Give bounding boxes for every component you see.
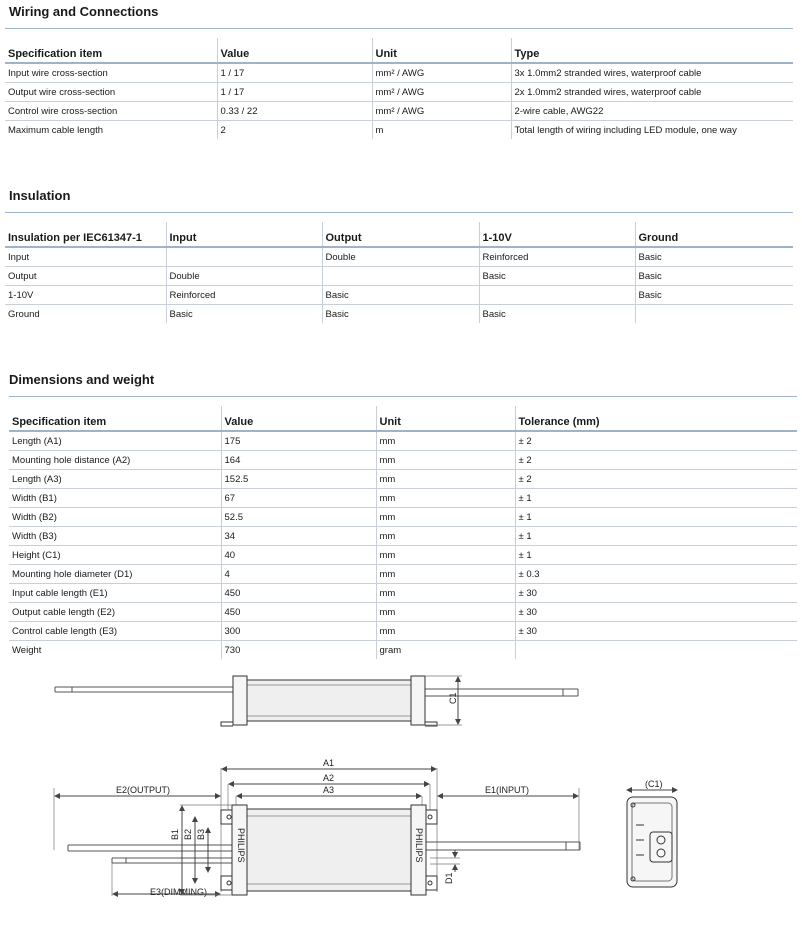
table-cell: 730: [221, 641, 376, 660]
table-cell: mm: [376, 431, 515, 451]
side-endcap-left: [233, 676, 247, 725]
table-row: [9, 470, 797, 489]
table-cell: Reinforced: [166, 286, 322, 305]
table-cell: Double: [322, 247, 479, 267]
table-row: [5, 247, 793, 267]
table-cell: Length (A1): [9, 431, 221, 451]
table-cell: Maximum cable length: [8, 124, 104, 136]
table-cell: [166, 247, 322, 267]
col-header-insulation: Insulation per IEC61347-1: [5, 222, 166, 247]
table-cell: Output: [5, 267, 166, 286]
table-row: [5, 83, 793, 102]
table-row: [9, 622, 797, 641]
table-cell: 0.33 / 22: [217, 102, 372, 121]
dimensions-title-rule: [9, 396, 797, 397]
wiring-section-title: Wiring and Connections: [9, 4, 159, 19]
table-cell: [635, 305, 793, 324]
table-cell: mm: [376, 451, 515, 470]
table-cell: ± 1: [515, 527, 797, 546]
table-cell: mm: [376, 622, 515, 641]
table-cell: 3x 1.0mm2 stranded wires, waterproof cable: [511, 63, 793, 83]
table-row: [9, 565, 797, 584]
table-cell: 175: [221, 431, 376, 451]
table-cell: mm² / AWG: [372, 102, 511, 121]
table-cell: Ground: [8, 308, 40, 320]
table-cell: Length (A3): [9, 470, 221, 489]
col-header-unit: Unit: [372, 38, 511, 63]
table-cell: ± 0.3: [515, 565, 797, 584]
table-cell: 40: [221, 546, 376, 565]
table-cell: Basic: [479, 305, 635, 324]
wiring-title-rule: [5, 28, 793, 29]
c1-label: C1: [448, 692, 458, 704]
side-body: [246, 680, 412, 721]
dimensions-section-title: Dimensions and weight: [9, 372, 155, 387]
table-cell: 450: [221, 603, 376, 622]
table-cell: mm: [376, 546, 515, 565]
wiring-table-header-row: [5, 38, 793, 63]
table-cell: Input wire cross-section: [5, 63, 217, 83]
table-cell: ± 1: [515, 508, 797, 527]
a3-label: A3: [323, 785, 335, 795]
table-cell: Basic: [479, 267, 635, 286]
col-header-ground: Ground: [635, 222, 793, 247]
table-row: [9, 489, 797, 508]
end-body: [627, 797, 677, 887]
table-cell: m: [372, 121, 511, 140]
table-cell: 2-wire cable, AWG22: [511, 102, 793, 121]
table-cell: Output wire cross-section: [5, 83, 217, 102]
table-cell: gram: [376, 641, 515, 660]
table-row: [9, 546, 797, 565]
table-cell: mm: [376, 508, 515, 527]
insulation-table: [5, 222, 793, 323]
insulation-table-header-row: [5, 222, 793, 247]
table-row: [5, 63, 793, 83]
dimensions-table: [9, 406, 797, 659]
table-cell: Total length of wiring including LED module, one way: [511, 121, 793, 140]
col-header-spec-item: Specification item: [9, 406, 221, 431]
table-cell: 1 / 17: [217, 63, 372, 83]
col-header-output: Output: [322, 222, 479, 247]
table-cell: Basic: [322, 286, 479, 305]
table-row: [5, 305, 793, 324]
table-cell: Width (B3): [9, 527, 221, 546]
table-cell: Control cable length (E3): [9, 622, 221, 641]
table-row: [5, 267, 793, 286]
table-cell: Width (B2): [9, 508, 221, 527]
table-cell: 67: [221, 489, 376, 508]
table-row: [9, 603, 797, 622]
brand-logo-right: PHILIPS: [414, 828, 424, 863]
table-cell: Basic: [322, 305, 479, 324]
table-cell: mm: [376, 565, 515, 584]
table-cell: Mounting hole diameter (D1): [9, 565, 221, 584]
table-row: [9, 451, 797, 470]
brand-logo-left: PHILIPS: [236, 828, 246, 863]
table-cell: Double: [166, 267, 322, 286]
table-cell: mm: [376, 527, 515, 546]
table-cell: Basic: [635, 247, 793, 267]
table-row: [9, 431, 797, 451]
table-cell: [515, 641, 797, 660]
table-cell: ± 2: [515, 451, 797, 470]
table-cell: 164: [221, 451, 376, 470]
table-cell: Output cable length (E2): [9, 603, 221, 622]
col-header-unit: Unit: [376, 406, 515, 431]
col-header-spec-item: Specification item: [5, 38, 217, 63]
table-cell: 52.5: [221, 508, 376, 527]
table-cell: Width (B1): [9, 489, 221, 508]
table-cell: 2: [217, 121, 372, 140]
b2-label: B2: [183, 828, 193, 840]
e3-label: E3(DIMMING): [150, 887, 207, 897]
table-cell: 1-10V: [5, 286, 166, 305]
table-cell: Mounting hole distance (A2): [9, 451, 221, 470]
e1-label: E1(INPUT): [485, 785, 530, 795]
a2-label: A2: [323, 773, 335, 783]
dimensions-table-header-row: [9, 406, 797, 431]
col-header-input: Input: [166, 222, 322, 247]
d1-label: D1: [444, 872, 454, 884]
col-header-type: Type: [511, 38, 793, 63]
end-view: [627, 779, 677, 887]
table-cell: Weight: [12, 644, 42, 656]
table-row: [9, 527, 797, 546]
table-cell: mm: [376, 489, 515, 508]
table-cell: mm: [376, 470, 515, 489]
table-cell: 34: [221, 527, 376, 546]
table-cell: ± 1: [515, 546, 797, 565]
wiring-table: [5, 38, 793, 139]
table-cell: mm: [376, 603, 515, 622]
table-cell: [479, 286, 635, 305]
table-cell: Control wire cross-section: [5, 102, 217, 121]
b3-label: B3: [196, 828, 206, 840]
table-cell: Height (C1): [9, 546, 221, 565]
a1-label: A1: [323, 758, 335, 768]
table-cell: mm² / AWG: [372, 83, 511, 102]
table-cell: ± 30: [515, 584, 797, 603]
table-cell: Input cable length (E1): [9, 584, 221, 603]
table-cell: Basic: [166, 305, 322, 324]
table-cell: ± 30: [515, 603, 797, 622]
table-row: [9, 508, 797, 527]
insulation-section-title: Insulation: [9, 188, 71, 203]
table-row: [9, 584, 797, 603]
c1-end-label: (C1): [645, 779, 663, 789]
table-cell: ± 1: [515, 489, 797, 508]
table-cell: 1 / 17: [217, 83, 372, 102]
top-view: [54, 758, 580, 897]
table-cell: 450: [221, 584, 376, 603]
table-cell: [322, 267, 479, 286]
e2-label: E2(OUTPUT): [116, 785, 170, 795]
dimension-drawing: [0, 660, 802, 931]
insulation-title-rule: [5, 212, 793, 213]
table-cell: Reinforced: [479, 247, 635, 267]
table-cell: 152.5: [221, 470, 376, 489]
side-view: [55, 676, 578, 726]
table-cell: 300: [221, 622, 376, 641]
col-header-value: Value: [221, 406, 376, 431]
table-cell: ± 30: [515, 622, 797, 641]
table-cell: mm² / AWG: [372, 63, 511, 83]
table-cell: ± 2: [515, 470, 797, 489]
top-body: [246, 809, 412, 891]
col-header-tolerance: Tolerance (mm): [515, 406, 797, 431]
table-cell: ± 2: [515, 431, 797, 451]
b1-label: B1: [170, 828, 180, 840]
col-header-value: Value: [217, 38, 372, 63]
table-row: [5, 286, 793, 305]
side-endcap-right: [411, 676, 425, 725]
table-row: [9, 641, 797, 660]
table-cell: 4: [221, 565, 376, 584]
table-cell: mm: [376, 584, 515, 603]
table-cell: Basic: [635, 286, 793, 305]
table-cell: Basic: [635, 267, 793, 286]
table-cell: Input: [5, 247, 166, 267]
col-header-1-10v: 1-10V: [479, 222, 635, 247]
table-row: [5, 121, 793, 140]
table-row: [5, 102, 793, 121]
table-cell: 2x 1.0mm2 stranded wires, waterproof cable: [511, 83, 793, 102]
